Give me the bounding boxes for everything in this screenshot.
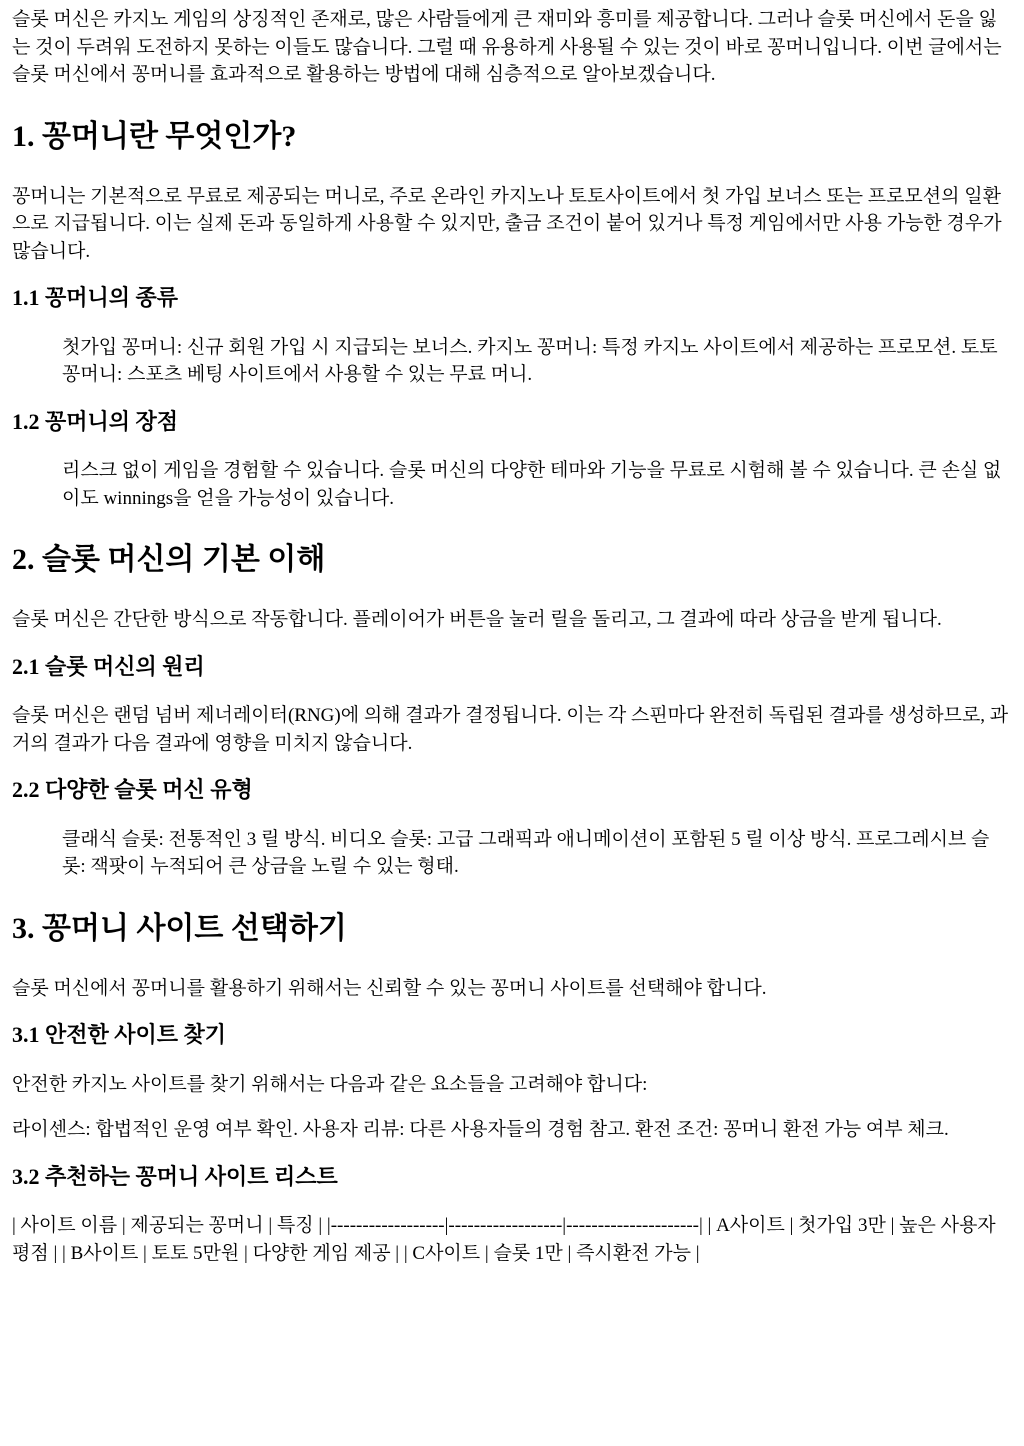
section-1-1-heading: 1.1 꽁머니의 종류 bbox=[12, 285, 179, 311]
section-1-2-quote: 리스크 없이 게임을 경험할 수 있습니다. 슬롯 머신의 다양한 테마와 기능을 무료로 시험해 볼 수 있습니다. 큰 손실 없이도 winnings을 얻을 가능성이 있습니다. bbox=[62, 460, 1002, 509]
section-1-1-quote: 첫가입 꽁머니: 신규 회원 가입 시 지급되는 보너스. 카지노 꽁머니: 특정 카지노 사이트에서 제공하는 프로모션. 토토 꽁머니: 스포츠 베팅 사이트에서 사용할 수 있는 무료 머니. bbox=[62, 336, 998, 386]
section-3-1-body: 안전한 카지노 사이트를 찾기 위해서는 다음과 같은 요소들을 고려해야 합니다: bbox=[12, 1073, 648, 1095]
section-3-1-body-2: 라이센스: 합법적인 운영 여부 확인. 사용자 리뷰: 다른 사용자들의 경험 참고. 환전 조건: 꽁머니 환전 가능 여부 체크. bbox=[12, 1119, 949, 1141]
section-2-2-heading: 2.2 다양한 슬롯 머신 유형 bbox=[12, 777, 253, 803]
section-2-2-quote: 클래식 슬롯: 전통적인 3 릴 방식. 비디오 슬롯: 고급 그래픽과 애니메이션이 포함된 5 릴 이상 방식. 프로그레시브 슬롯: 잭팟이 누적되어 큰 상금을 노릴 수 있는 형태. bbox=[62, 828, 990, 878]
section-2-1-heading: 2.1 슬롯 머신의 원리 bbox=[12, 653, 205, 679]
section-3-2-heading: 3.2 추천하는 꽁머니 사이트 리스트 bbox=[12, 1163, 338, 1189]
section-1-2-heading: 1.2 꽁머니의 장점 bbox=[12, 408, 179, 434]
section-1-heading: 1. 꽁머니란 무엇인가? bbox=[12, 119, 297, 153]
section-2-heading: 2. 슬롯 머신의 기본 이해 bbox=[12, 543, 326, 577]
section-3-heading: 3. 꽁머니 사이트 선택하기 bbox=[12, 911, 347, 945]
section-2-1-body: 슬롯 머신은 랜덤 넘버 제너레이터(RNG)에 의해 결과가 결정됩니다. 이는 각 스핀마다 완전히 독립된 결과를 생성하므로, 과거의 결과가 다음 결과에 영향을 미치지 않습니다. bbox=[12, 705, 1009, 754]
section-3-1-heading: 3.1 안전한 사이트 찾기 bbox=[12, 1022, 227, 1048]
section-1-body: 꽁머니는 기본적으로 무료로 제공되는 머니로, 주로 온라인 카지노나 토토사이트에서 첫 가입 보너스 또는 프로모션의 일환으로 지급됩니다. 이는 실제 돈과 동일하게 사용할 수 있지만, 출금 조건이 붙어 있거나 특정 게임에서만 사용 가능한 경우가 많습니다. bbox=[12, 185, 1002, 262]
section-3-body: 슬롯 머신에서 꽁머니를 활용하기 위해서는 신뢰할 수 있는 꽁머니 사이트를 선택해야 합니다. bbox=[12, 977, 767, 999]
section-2-body: 슬롯 머신은 간단한 방식으로 작동합니다. 플레이어가 버튼을 눌러 릴을 돌리고, 그 결과에 따라 상금을 받게 됩니다. bbox=[12, 609, 942, 631]
intro-paragraph: 슬롯 머신은 카지노 게임의 상징적인 존재로, 많은 사람들에게 큰 재미와 흥미를 제공합니다. 그러나 슬롯 머신에서 돈을 잃는 것이 두려워 도전하지 못하는 이들도 많습니다. 그럴 때 유용하게 사용될 수 있는 것이 바로 꽁머니입니다. 이번 글에서는 슬롯 머신에서 꽁머니를 효과적으로 활용하는 방법에 대해 심층적으로 알아보겠습니다. bbox=[12, 9, 1002, 86]
site-table-raw-text: | 사이트 이름 | 제공되는 꽁머니 | 특징 | |------------------|------------------|---------------------| | A사이트 | 첫가입 3만 | 높은 사용자 평점 | | B사이트 | 토토 5만원 | 다양한 게임 제공 | | C사이트 | 슬롯 1만 | 즉시환전 가능 | bbox=[12, 1215, 996, 1264]
